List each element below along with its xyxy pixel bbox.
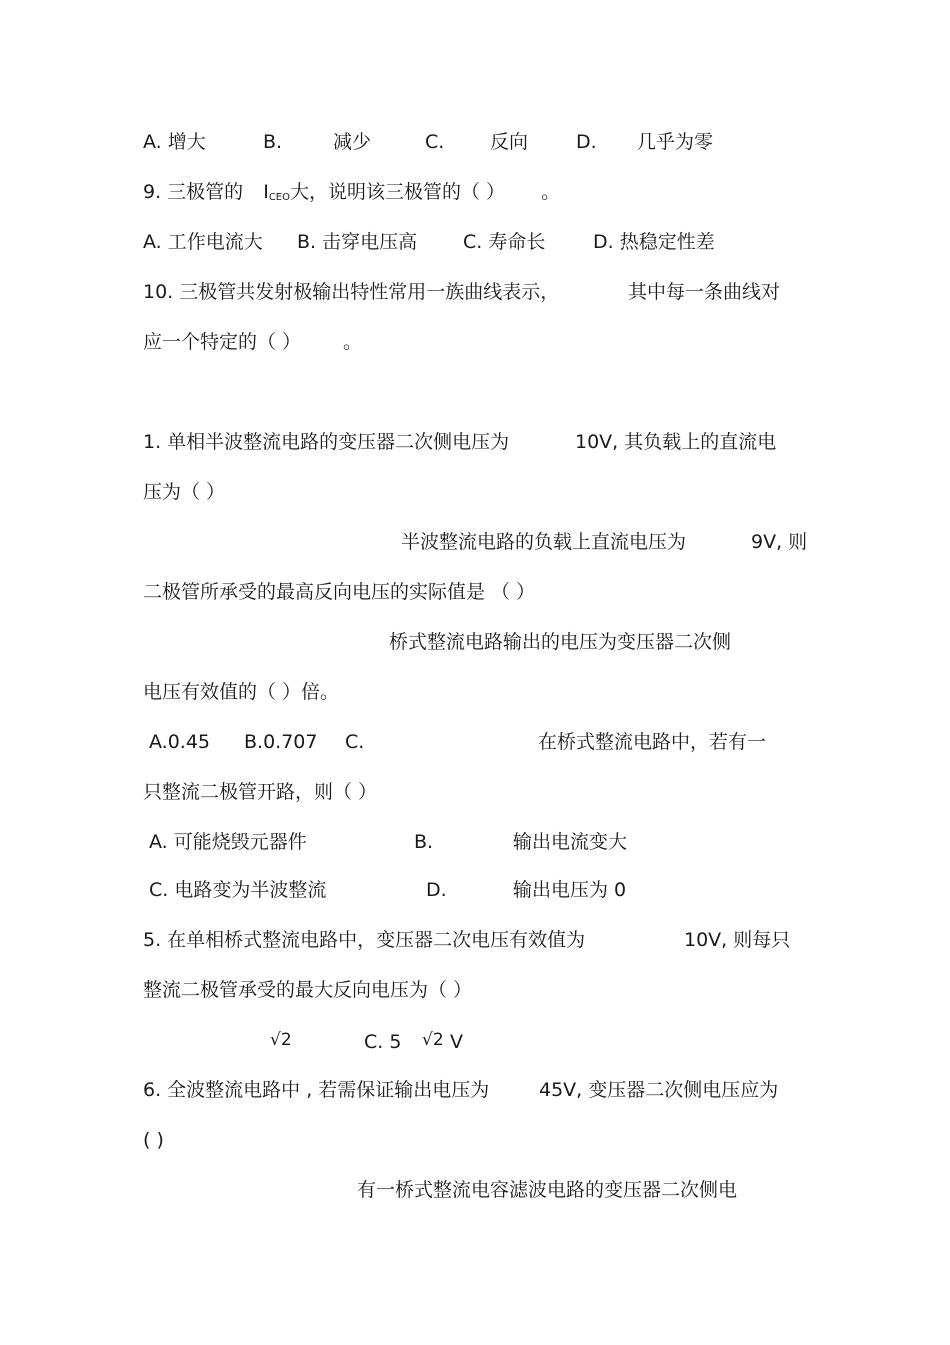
r6-line1-b: 45V, 变压器二次侧电压应为 [539,1079,779,1101]
r5-line2: 整流二极管承受的最大反向电压为（ ） [143,979,473,1001]
r4-option-b-text: 输出电流变大 [513,831,628,853]
r4-option-b: B. [414,831,434,853]
r4-option-d-text: 输出电压为 0 [513,879,627,901]
r3-line2: 电压有效值的（ ）倍。 [143,681,340,703]
r3-option-a: A.0.45 [149,731,211,753]
r1-line1-b: 10V, 其负载上的直流电 [575,431,777,453]
q9-option-d: D. 热稳定性差 [593,231,715,253]
r4-line2: 只整流二极管开路，则（ ） [143,781,378,803]
r2-line2: 二极管所承受的最高反向电压的实际值是 （ ） [143,581,536,603]
q10-line1-b: 其中每一条曲线对 [628,281,781,303]
r2-line1-b: 9V, 则 [751,531,808,553]
r4-option-c: C. 电路变为半波整流 [149,879,327,901]
q8-option-b-text: 减少 [333,131,372,153]
q8-option-b: B. [263,131,283,153]
q8-option-c-text: 反向 [490,131,529,153]
q8-option-d: D. [576,131,597,153]
q9-symbol: I [263,181,269,203]
r5-option-c: C. 5 [364,1031,402,1053]
r7-line1: 有一桥式整流电容滤波电路的变压器二次侧电 [357,1179,738,1201]
q10-line2-a: 应一个特定的（ ） [143,331,302,353]
q8-option-a: A. 增大 [143,131,206,153]
q8-option-c: C. [425,131,445,153]
r3-option-c: C. [345,731,365,753]
q10-line2-b: 。 [343,331,363,353]
q9-prefix: 9. 三极管的 [143,181,244,203]
q9-option-b: B. 击穿电压高 [297,231,418,253]
q9-end: 。 [541,181,561,203]
r1-line1-a: 1. 单相半波整流电路的变压器二次侧电压为 [143,431,510,453]
q9-question [143,180,560,208]
q8-option-d-text: 几乎为零 [637,131,714,153]
r3-line1: 桥式整流电路输出的电压为变压器二次侧 [389,631,732,653]
q10-line1-a: 10. 三极管共发射极输出特性常用一族曲线表示， [143,281,560,303]
q9-option-c: C. 寿命长 [463,231,546,253]
r4-option-a: A. 可能烧毁元器件 [149,831,307,853]
r6-line1-a: 6. 全波整流电路中 , 若需保证输出电压为 [143,1079,490,1101]
r2-line1-a: 半波整流电路的负载上直流电压为 [401,531,687,553]
q9-suffix: 大，说明该三极管的（ ） [290,181,506,203]
r3-option-b: B.0.707 [244,731,318,753]
q9-subscript: CEO [268,192,290,203]
r5-radical-2: √2 [422,1030,444,1050]
r5-line1-b: 10V, 则每只 [684,929,791,951]
r1-line2: 压为（ ） [143,481,226,503]
r6-line2: ( ) [143,1129,164,1151]
r4-line1: 在桥式整流电路中，若有一 [538,731,767,753]
r5-line1-a: 5. 在单相桥式整流电路中，变压器二次电压有效值为 [143,929,586,951]
q9-option-a: A. 工作电流大 [143,231,263,253]
r5-unit: V [450,1031,463,1053]
r4-option-d: D. [426,879,447,901]
r5-radical-1: √2 [270,1030,292,1050]
